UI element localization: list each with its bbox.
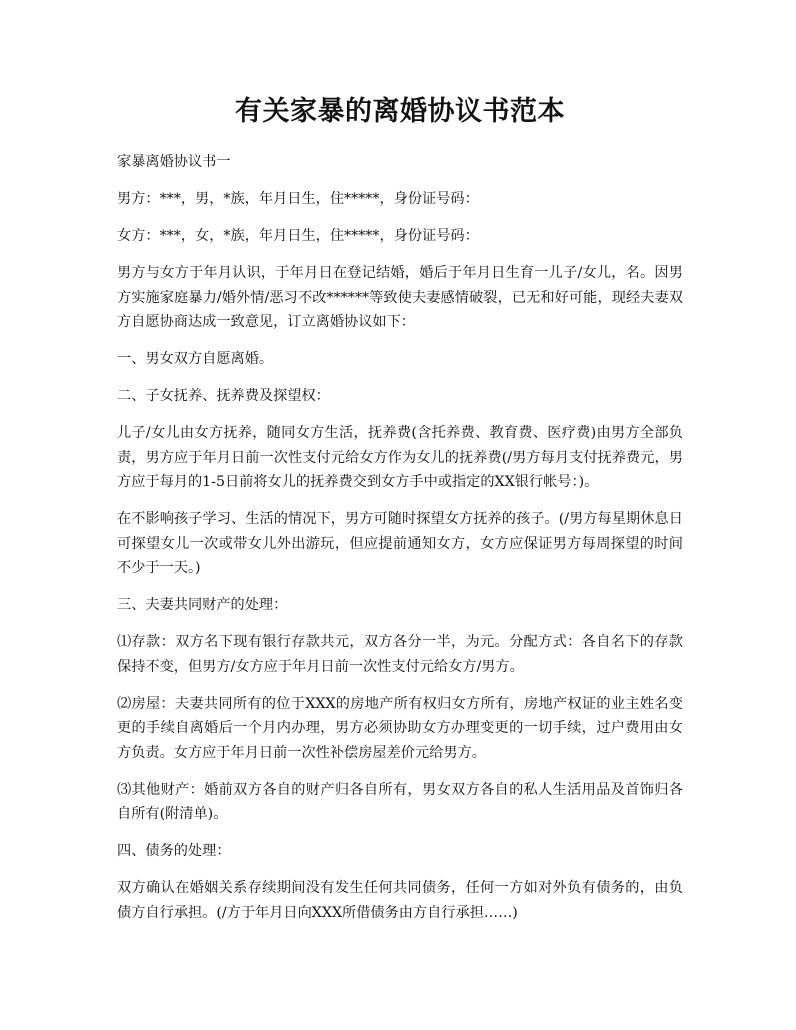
property-deposits-paragraph: ⑴存款：双方名下现有银行存款共元，双方各分一半，为元。分配方式：各自名下的存款保持不变，但男方/女方应于年月日前一次性支付元给女方/男方。 [117,634,683,675]
clause-heading-debts: 四、债务的处理： [117,843,231,859]
clause-heading-custody: 二、子女抚养、抚养费及探望权： [117,388,330,404]
document-title: 有关家暴的离婚协议书范本 [235,96,565,127]
party-male-info: 男方：***，男，*族，年月日生，住*****，身份证号码： [117,191,479,207]
party-female-info: 女方：***，女，*族，年月日生，住*****，身份证号码： [117,228,479,244]
clause-heading-divorce: 一、男女双方自愿离婚。 [117,351,274,367]
section-heading: 家暴离婚协议书一 [117,154,231,170]
custody-paragraph: 儿子/女儿由女方抚养，随同女方生活，抚养费(含托养费、教育费、医疗费)由男方全部负责，男方应于年月日前一次性支付元给女方作为女儿的抚养费(/男方每月支付抚养费元，男方应于每月的1-5日前将女儿的抚养费交到女方手中或指定的XX银行帐号：)。 [117,425,683,490]
property-house-paragraph: ⑵房屋：夫妻共同所有的位于XXX的房地产所有权归女方所有，房地产权证的业主姓名变更的手续自离婚后一个月内办理，男方必须协助女方办理变更的一切手续，过户费用由女方负责。女方应于年月日前一次性补偿房屋差价元给男方。 [117,695,683,761]
debts-paragraph: 双方确认在婚姻关系存续期间没有发生任何共同债务，任何一方如对外负有债务的，由负债方自行承担。(/方于年月日向XXX所借债务由方自行承担……) [117,880,683,921]
document-body [117,150,683,925]
clause-heading-property: 三、夫妻共同财产的处理： [117,597,288,613]
visitation-paragraph: 在不影响孩子学习、生活的情况下，男方可随时探望女方抚养的孩子。(/男方每星期休息日可探望女儿一次或带女儿外出游玩，但应提前通知女方，女方应保证男方每周探望的时间不少于一天。) [117,511,683,576]
preamble-paragraph: 男方与女方于年月认识，于年月日在登记结婚，婚后于年月日生育一儿子/女儿，名。因男方实施家庭暴力/婚外情/恶习不改******等致使夫妻感情破裂，已无和好可能，现经夫妻双方自愿协商达成一致意见，订立离婚协议如下： [117,265,683,330]
property-other-paragraph: ⑶其他财产：婚前双方各自的财产归各自所有，男女双方各自的私人生活用品及首饰归各自所有(附清单)。 [117,781,683,822]
